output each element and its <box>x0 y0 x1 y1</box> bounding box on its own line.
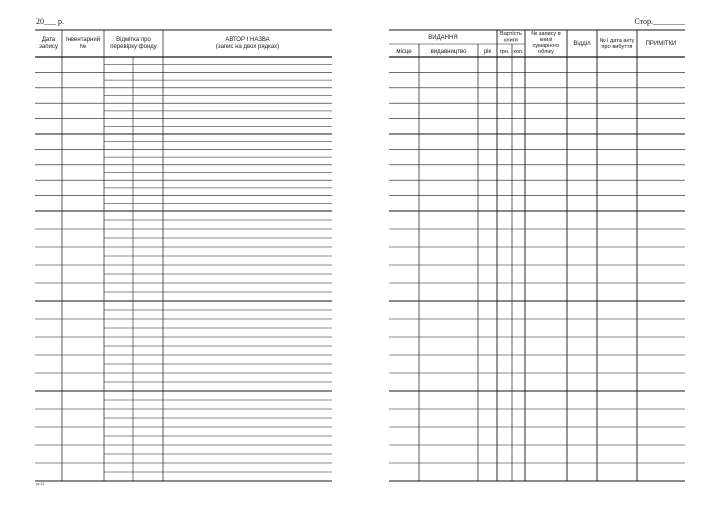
col-edition-header: ВИДАННЯ <box>428 35 458 41</box>
col-inventory-header: Інвентарний <box>65 37 101 43</box>
col-inventory-header-line2: № <box>79 44 87 50</box>
right-page <box>389 30 685 481</box>
col-author-header: АВТОР І НАЗВА <box>225 37 270 43</box>
col-writeoff-act-header-line2: про вибуття <box>601 44 633 50</box>
right-header <box>396 31 676 55</box>
col-price-header: Вартість <box>500 31 522 37</box>
page-number-label: Стор.________ <box>634 17 685 26</box>
col-check-header-line2: перевірку фонду <box>110 44 157 50</box>
col-publisher-header: видавництво <box>430 49 467 55</box>
col-author-header-line2: (запис на двох рядках) <box>215 44 280 50</box>
col-check-header: Відмітка про <box>116 37 151 43</box>
col-kop-header: коп. <box>513 49 524 55</box>
col-year-header: рік <box>483 49 492 55</box>
year-label: 20___ р. <box>36 17 64 26</box>
col-summary-record-header-line2: книзі <box>539 37 553 43</box>
left-header <box>39 36 279 50</box>
col-uah-header: грн. <box>499 49 510 55</box>
col-date-header: Дата <box>41 37 56 43</box>
col-writeoff-act-header: № і дата акту <box>599 38 635 44</box>
col-price-header-line2: книги <box>504 37 518 44</box>
right-grid <box>389 30 685 481</box>
col-summary-record-header-line4: обліку <box>538 49 554 55</box>
col-place-header: місце <box>396 49 412 55</box>
left-page <box>35 30 332 481</box>
left-grid <box>35 30 332 481</box>
col-date-header-line2: запису <box>39 44 58 50</box>
col-summary-record-header-line3: сумарного <box>532 43 560 49</box>
form-code: рк 61 <box>36 482 45 486</box>
col-notes-header: ПРИМІТКИ <box>645 41 677 47</box>
col-department-header: Відділ <box>573 41 591 47</box>
col-summary-record-header: № запису в <box>531 31 561 37</box>
